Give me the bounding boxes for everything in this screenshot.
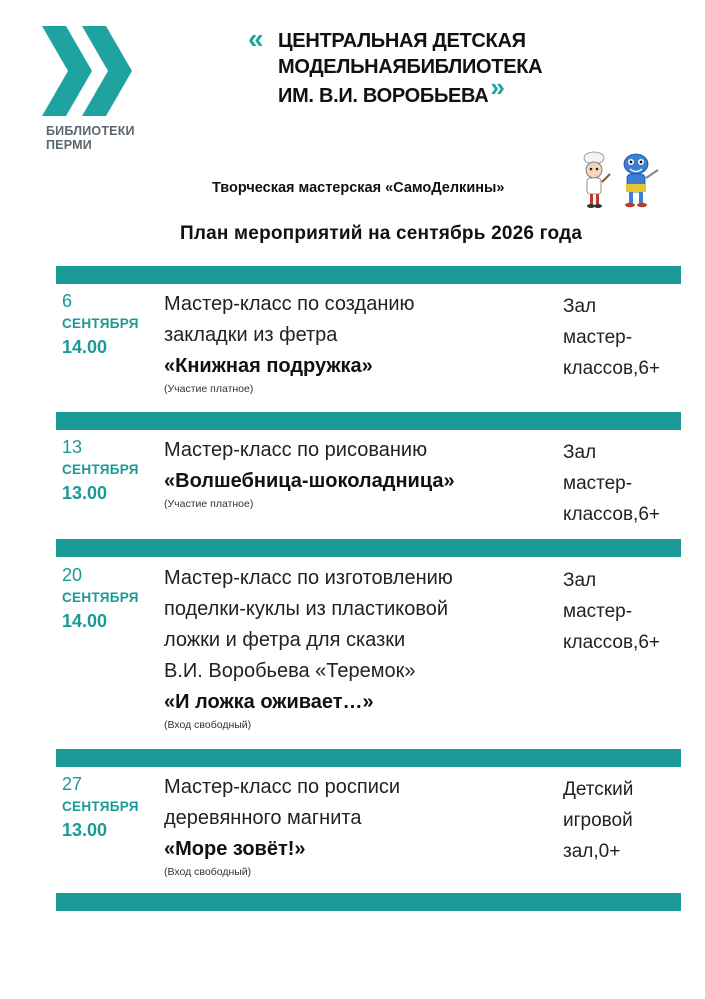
chef-mascot-icon <box>584 152 610 208</box>
event-month: СЕНТЯБРЯ <box>62 316 139 331</box>
event-month: СЕНТЯБРЯ <box>62 590 139 605</box>
event-date <box>62 772 157 842</box>
event-day: 27 <box>62 774 83 794</box>
event-title: «Книжная подружка» <box>164 355 373 377</box>
event-month: СЕНТЯБРЯ <box>62 799 139 814</box>
event-description <box>164 772 544 879</box>
event-note: (Вход свободный) <box>164 719 252 731</box>
separator-bar <box>56 266 681 284</box>
event-time: 14.00 <box>62 611 108 631</box>
event-note: (Вход свободный) <box>164 866 252 878</box>
event-text: Мастер-класс по рисованию <box>164 439 428 461</box>
separator-bar <box>56 749 681 767</box>
plan-title: План мероприятий на сентябрь 2026 года <box>180 223 583 244</box>
logo-text-line1: БИБЛИОТЕКИ <box>46 124 135 138</box>
event-description <box>164 435 544 511</box>
org-line-3 <box>278 72 578 109</box>
organization-name <box>248 23 578 109</box>
separator-bar <box>56 893 681 911</box>
event-title: «И ложка оживает…» <box>164 691 374 713</box>
event-venue: Детский игровой зал,0+ <box>563 779 634 862</box>
event-time: 13.00 <box>62 820 108 840</box>
event-day: 6 <box>62 291 73 311</box>
blue-mascot-icon <box>624 154 658 207</box>
separator-bar <box>56 539 681 557</box>
org-line-2: МОДЕЛЬНАЯБИБЛИОТЕКА <box>278 56 543 78</box>
org-line-3-text: ИМ. В.И. ВОРОБЬЕВА <box>278 85 489 107</box>
event-description <box>164 289 544 396</box>
event-venue: Зал мастер- классов,6+ <box>563 570 660 653</box>
event-time: 13.00 <box>62 483 108 503</box>
logo-text <box>46 124 156 152</box>
event-day: 20 <box>62 565 83 585</box>
event-month: СЕНТЯБРЯ <box>62 462 139 477</box>
event-text: Мастер-класс по росписи деревянного магнита <box>164 776 401 829</box>
workshop-name: Творческая мастерская «СамоДелкины» <box>212 180 505 196</box>
event-venue: Зал мастер- классов,6+ <box>563 442 660 525</box>
separator-bar <box>56 412 681 430</box>
event-description <box>164 563 544 732</box>
event-date <box>62 563 157 633</box>
event-day: 13 <box>62 437 83 457</box>
event-note: (Участие платное) <box>164 383 254 395</box>
event-venue: Зал мастер- классов,6+ <box>563 296 660 379</box>
event-text: Мастер-класс по созданию закладки из фетра <box>164 293 415 346</box>
event-note: (Участие платное) <box>164 498 254 510</box>
event-date <box>62 289 157 359</box>
org-line-1: ЦЕНТРАЛЬНАЯ ДЕТСКАЯ <box>278 30 526 52</box>
logo-text-line2: ПЕРМИ <box>46 138 92 152</box>
event-text: Мастер-класс по изготовлению поделки-куклы из пластиковой ложки и фетра для сказки В.И. Воробьева «Теремок» <box>164 567 453 682</box>
open-quote: « <box>248 23 264 54</box>
event-title: «Море зовёт!» <box>164 838 306 860</box>
event-date <box>62 435 157 505</box>
event-title: «Волшебница-шоколадница» <box>164 470 455 492</box>
chevrons-logo-icon <box>42 26 137 116</box>
event-time: 14.00 <box>62 337 108 357</box>
close-quote: » <box>490 72 505 102</box>
mascots-illustration <box>576 150 668 210</box>
